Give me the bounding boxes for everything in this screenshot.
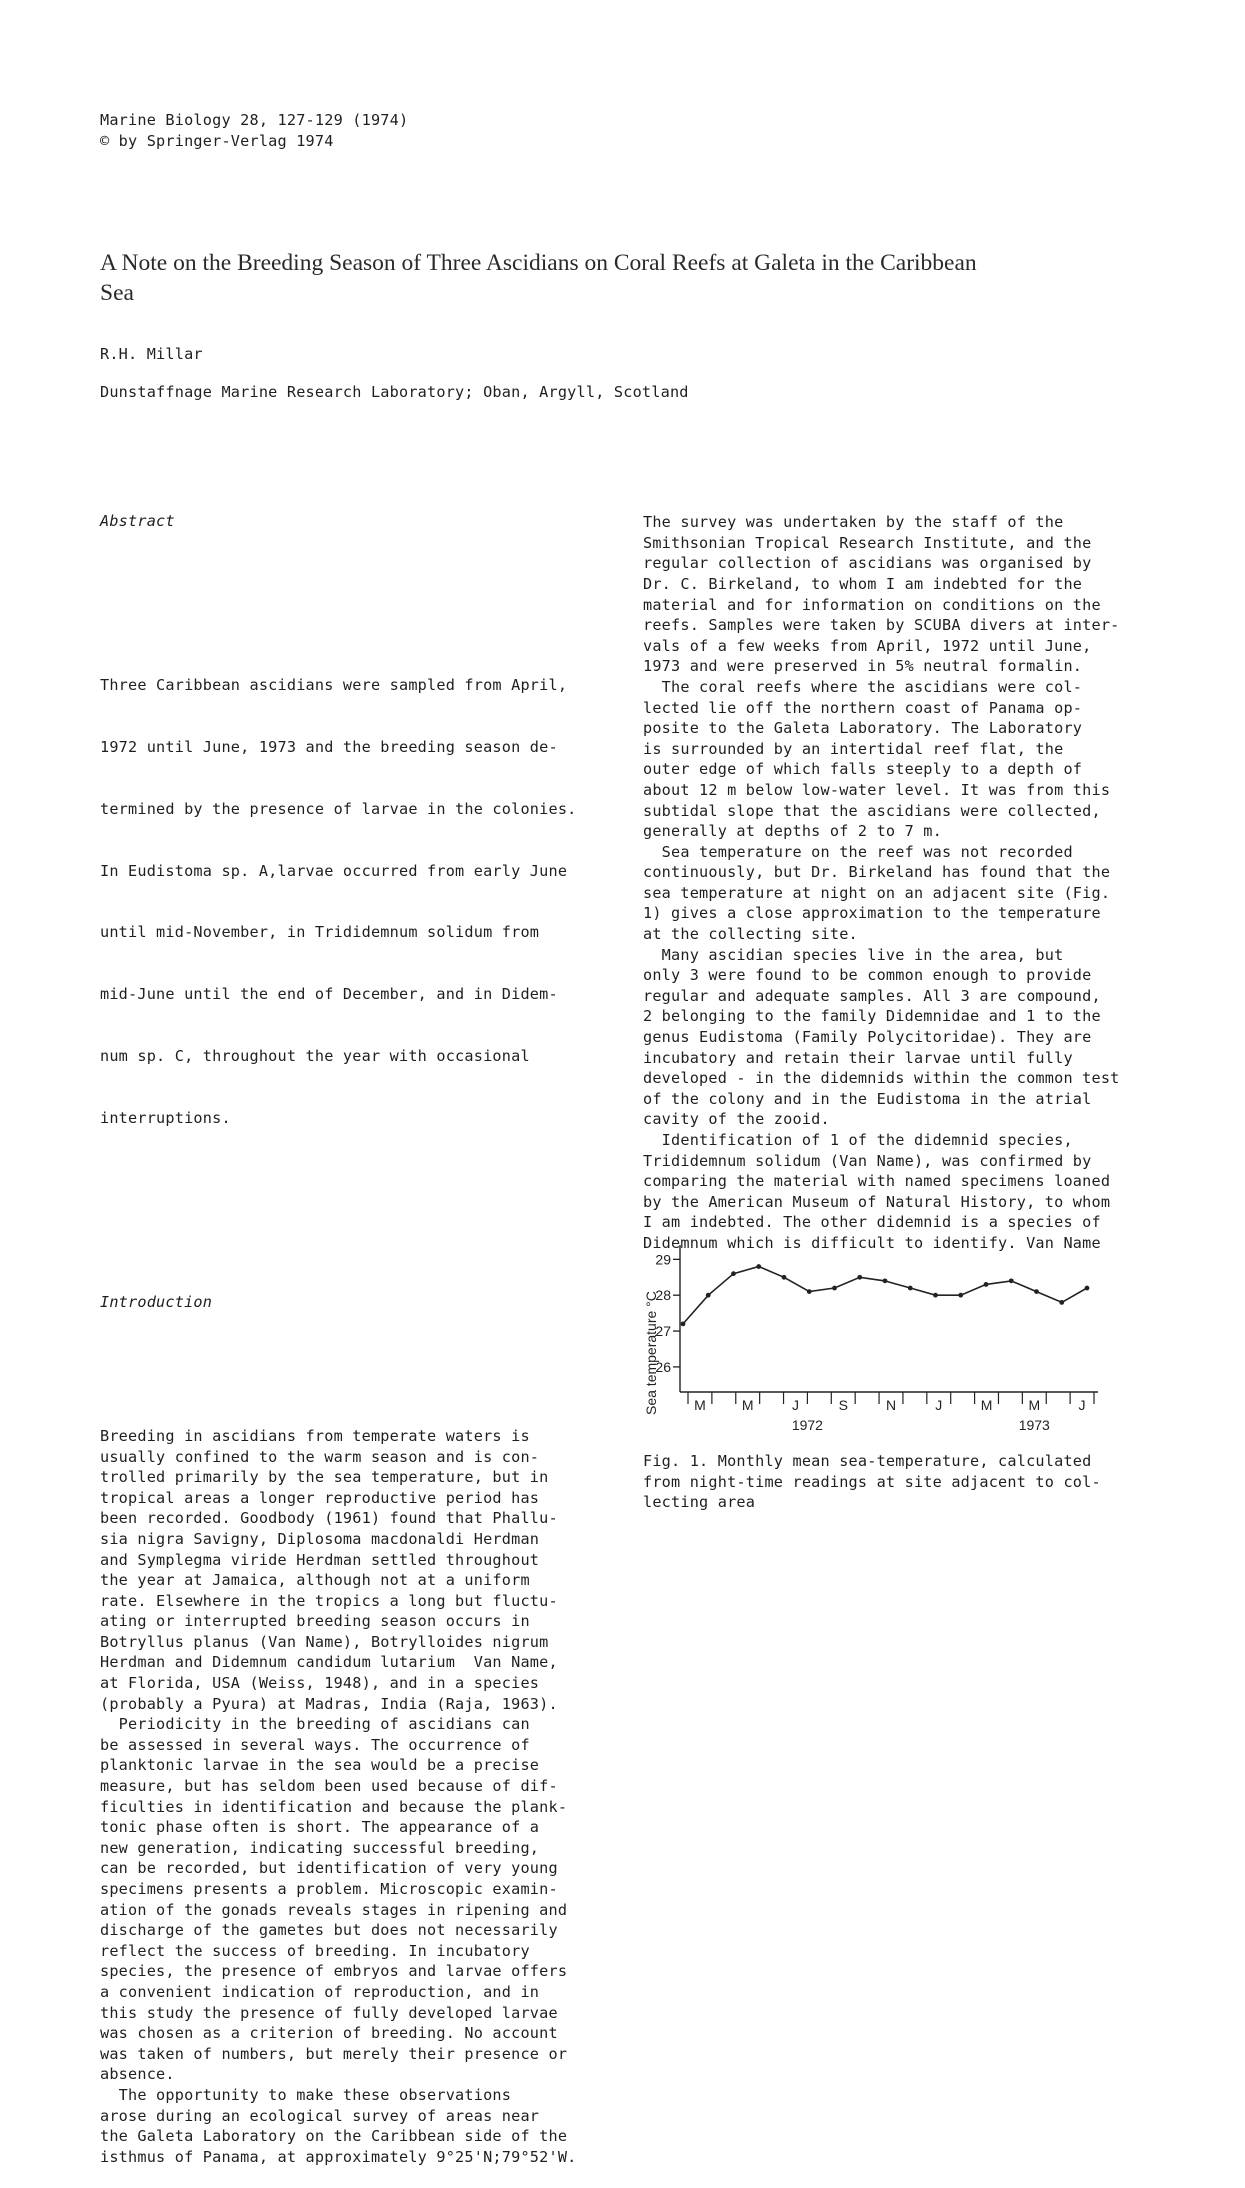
left-column <box>100 470 620 2188</box>
y-axis-label: Sea temperature °C <box>643 1291 659 1415</box>
x-tick-label: S <box>838 1397 848 1413</box>
body-line: the Galeta Laboratory on the Caribbean side of the <box>100 2127 568 2146</box>
x-tick-label: N <box>885 1397 897 1413</box>
caption-line: Fig. 1. Monthly mean sea-temperature, calculated <box>643 1452 1092 1470</box>
body-line: trolled primarily by the sea temperature, but in <box>100 1468 549 1487</box>
x-tick-label: M <box>694 1397 706 1413</box>
body-line: cavity of the zooid. <box>643 1110 830 1129</box>
x-tick-label: M <box>741 1397 754 1413</box>
abstract-line: termined by the presence of larvae in the colonies. <box>100 799 577 818</box>
data-point <box>883 1278 888 1283</box>
body-line: Trididemnum solidum (Van Name), was confirmed by <box>643 1151 1092 1170</box>
y-ticks <box>655 1251 680 1375</box>
body-line: ficulties in identification and because the plank- <box>100 1797 568 1816</box>
data-point <box>782 1275 787 1280</box>
body-line: developed - in the didemnids within the common test <box>643 1069 1120 1088</box>
body-line: material and for information on conditions on the <box>643 595 1101 614</box>
year-labels <box>792 1417 1050 1433</box>
abstract-line: mid-June until the end of December, and in Didem- <box>100 985 558 1004</box>
introduction-body-left <box>100 1426 620 2167</box>
body-line: The coral reefs where the ascidians were col- <box>643 677 1083 696</box>
body-line: incubatory and retain their larvae until fully <box>643 1048 1073 1067</box>
abstract-line: num sp. C, throughout the year with occasional <box>100 1047 530 1066</box>
body-line: Herdman and Didemnum candidum lutarium Van Name, <box>100 1653 558 1672</box>
body-line: and Symplegma viride Herdman settled throughout <box>100 1550 540 1569</box>
body-line: is surrounded by an intertidal reef flat, the <box>643 739 1064 758</box>
author-name: R.H. Millar <box>100 345 203 363</box>
body-line: sea temperature at night on an adjacent site (Fig. <box>643 883 1111 902</box>
body-line: The survey was undertaken by the staff of the <box>643 513 1064 532</box>
data-point <box>984 1282 989 1287</box>
x-tick-label: J <box>791 1397 799 1413</box>
introduction-body-right <box>643 512 1163 1253</box>
data-point <box>857 1275 862 1280</box>
body-line: subtidal slope that the ascidians were collected, <box>643 801 1101 820</box>
body-line: be assessed in several ways. The occurrence of <box>100 1735 530 1754</box>
caption-line: from night-time readings at site adjacent to col- <box>643 1472 1101 1491</box>
data-point <box>958 1293 963 1298</box>
body-line: Identification of 1 of the didemnid species, <box>643 1131 1073 1149</box>
abstract-line: In Eudistoma sp. A,larvae occurred from early June <box>100 861 568 880</box>
temperature-line <box>683 1267 1087 1324</box>
abstract-line: interruptions. <box>100 1108 231 1127</box>
body-line: sia nigra Savigny, Diplosoma macdonaldi Herdman <box>100 1529 540 1548</box>
data-point <box>1009 1278 1014 1283</box>
body-line: at the collecting site. <box>643 925 858 944</box>
body-line: 1) gives a close approximation to the temperature <box>643 904 1101 923</box>
body-line: tropical areas a longer reproductive period has <box>100 1488 540 1507</box>
body-line: Many ascidian species live in the area, but <box>643 945 1064 964</box>
journal-header <box>100 110 408 151</box>
body-line: discharge of the gametes but does not necessarily <box>100 1921 558 1940</box>
body-line: specimens presents a problem. Microscopic examin- <box>100 1880 558 1898</box>
x-tick-label: J <box>1078 1397 1086 1413</box>
body-line: isthmus of Panama, at approximately 9°25'N;79°52'W. <box>100 2147 577 2166</box>
body-line: Breeding in ascidians from temperate waters is <box>100 1426 530 1445</box>
right-column <box>643 471 1163 1274</box>
figure-1 <box>640 1243 1140 1443</box>
body-line: Dr. C. Birkeland, to whom I am indebted for the <box>643 574 1083 593</box>
y-tick-label: 29 <box>655 1251 671 1268</box>
body-line: comparing the material with named specimens loaned <box>643 1172 1111 1191</box>
data-point <box>908 1286 913 1291</box>
body-line: at Florida, USA (Weiss, 1948), and in a species <box>100 1674 540 1693</box>
introduction-heading: Introduction <box>100 1292 213 1311</box>
body-line: lected lie off the northern coast of Panama op- <box>643 698 1083 717</box>
abstract-heading: Abstract <box>100 512 175 531</box>
y-tick-label: 28 <box>655 1287 671 1304</box>
data-point <box>756 1264 761 1269</box>
data-point <box>832 1286 837 1291</box>
body-line: about 12 m below low-water level. It was from this <box>643 780 1111 799</box>
author-affiliation: Dunstaffnage Marine Research Laboratory; Oban, Argyll, Scotland <box>100 383 689 401</box>
body-line: I am indebted. The other didemnid is a species of <box>643 1213 1101 1232</box>
body-line: continuously, but Dr. Birkeland has found that the <box>643 863 1111 882</box>
body-line: absence. <box>100 2065 175 2084</box>
data-point <box>1059 1300 1064 1305</box>
body-line: reflect the success of breeding. In incubatory <box>100 1941 530 1960</box>
body-line: tonic phase often is short. The appearance of a <box>100 1818 540 1837</box>
body-line: Periodicity in the breeding of ascidians can <box>100 1715 530 1734</box>
body-line: generally at depths of 2 to 7 m. <box>643 822 942 841</box>
body-line: ation of the gonads reveals stages in ripening and <box>100 1900 568 1919</box>
year-label: 1972 <box>791 1417 823 1433</box>
data-point <box>731 1271 736 1276</box>
data-point <box>1085 1286 1090 1291</box>
body-line: ating or interrupted breeding season occurs in <box>100 1612 530 1631</box>
data-point <box>1034 1289 1039 1294</box>
body-line: 1973 and were preserved in 5% neutral formalin. <box>643 657 1083 676</box>
body-line: posite to the Galeta Laboratory. The Laboratory <box>643 719 1083 738</box>
year-label: 1973 <box>1018 1417 1050 1433</box>
body-line: reefs. Samples were taken by SCUBA divers at inter- <box>643 616 1120 635</box>
body-line: arose during an ecological survey of areas near <box>100 2106 540 2125</box>
body-line: usually confined to the warm season and is con- <box>100 1447 540 1466</box>
body-line: regular collection of ascidians was organised by <box>643 554 1092 573</box>
body-line: rate. Elsewhere in the tropics a long but fluctu- <box>100 1591 558 1610</box>
temperature-points <box>681 1264 1090 1326</box>
article-title: A Note on the Breeding Season of Three Ascidians on Coral Reefs at Galeta in the Caribbean Sea <box>100 250 977 306</box>
body-line: was chosen as a criterion of breeding. No account <box>100 2024 558 2043</box>
data-point <box>933 1293 938 1298</box>
body-line: by the American Museum of Natural History, to whom <box>643 1192 1111 1211</box>
body-line: only 3 were found to be common enough to provide <box>643 966 1092 985</box>
abstract-body <box>100 634 620 1169</box>
body-line: vals of a few weeks from April, 1972 until June, <box>643 636 1092 655</box>
body-line: outer edge of which falls steeply to a depth of <box>643 760 1083 779</box>
body-line: genus Eudistoma (Family Polycitoridae). They are <box>643 1028 1092 1047</box>
body-line: this study the presence of fully developed larvae <box>100 2003 558 2022</box>
body-line: Didemnum which is difficult to identify. Van Name <box>643 1233 1101 1252</box>
body-line: regular and adequate samples. All 3 are compound, <box>643 986 1101 1005</box>
body-line: (probably a Pyura) at Madras, India (Raja, 1963). <box>100 1694 558 1713</box>
copyright-line: © by Springer-Verlag 1974 <box>100 131 334 150</box>
body-line: 2 belonging to the family Didemnidae and 1 to the <box>643 1007 1101 1026</box>
data-point <box>681 1321 686 1326</box>
body-line: Botryllus planus (Van Name), Botrylloides nigrum <box>100 1632 549 1651</box>
body-line: species, the presence of embryos and larvae offers <box>100 1962 568 1981</box>
abstract-line: Three Caribbean ascidians were sampled from April, <box>100 676 568 695</box>
body-line: the year at Jamaica, although not at a uniform <box>100 1571 530 1590</box>
data-point <box>706 1293 711 1298</box>
figure-caption <box>643 1451 1101 1513</box>
x-tick-label: M <box>980 1397 993 1413</box>
body-line: been recorded. Goodbody (1961) found that Phallu- <box>100 1509 558 1528</box>
sea-temperature-chart <box>640 1243 1140 1443</box>
body-line: was taken of numbers, but merely their presence or <box>100 2044 568 2063</box>
body-line: The opportunity to make these observations <box>100 2085 512 2104</box>
y-tick-label: 26 <box>655 1358 671 1375</box>
body-line: can be recorded, but identification of very young <box>100 1859 558 1878</box>
abstract-line: 1972 until June, 1973 and the breeding season de- <box>100 738 558 757</box>
data-point <box>807 1289 812 1294</box>
body-line: of the colony and in the Eudistoma in the atrial <box>643 1089 1092 1108</box>
abstract-line: until mid-November, in Trididemnum solidum from <box>100 923 540 942</box>
x-tick-label: M <box>1028 1397 1041 1413</box>
body-line: Smithsonian Tropical Research Institute, and the <box>643 533 1092 552</box>
body-line: Sea temperature on the reef was not recorded <box>643 842 1073 861</box>
y-tick-label: 27 <box>655 1323 671 1340</box>
journal-citation: Marine Biology 28, 127-129 (1974) <box>100 111 409 129</box>
x-ticks <box>688 1392 1094 1413</box>
x-tick-label: J <box>935 1397 943 1413</box>
body-line: measure, but has seldom been used because of dif- <box>100 1777 558 1796</box>
body-line: new generation, indicating successful breeding, <box>100 1838 540 1857</box>
caption-line: lecting area <box>643 1493 756 1512</box>
body-line: planktonic larvae in the sea would be a precise <box>100 1756 540 1775</box>
body-line: a convenient indication of reproduction, and in <box>100 1982 540 2001</box>
